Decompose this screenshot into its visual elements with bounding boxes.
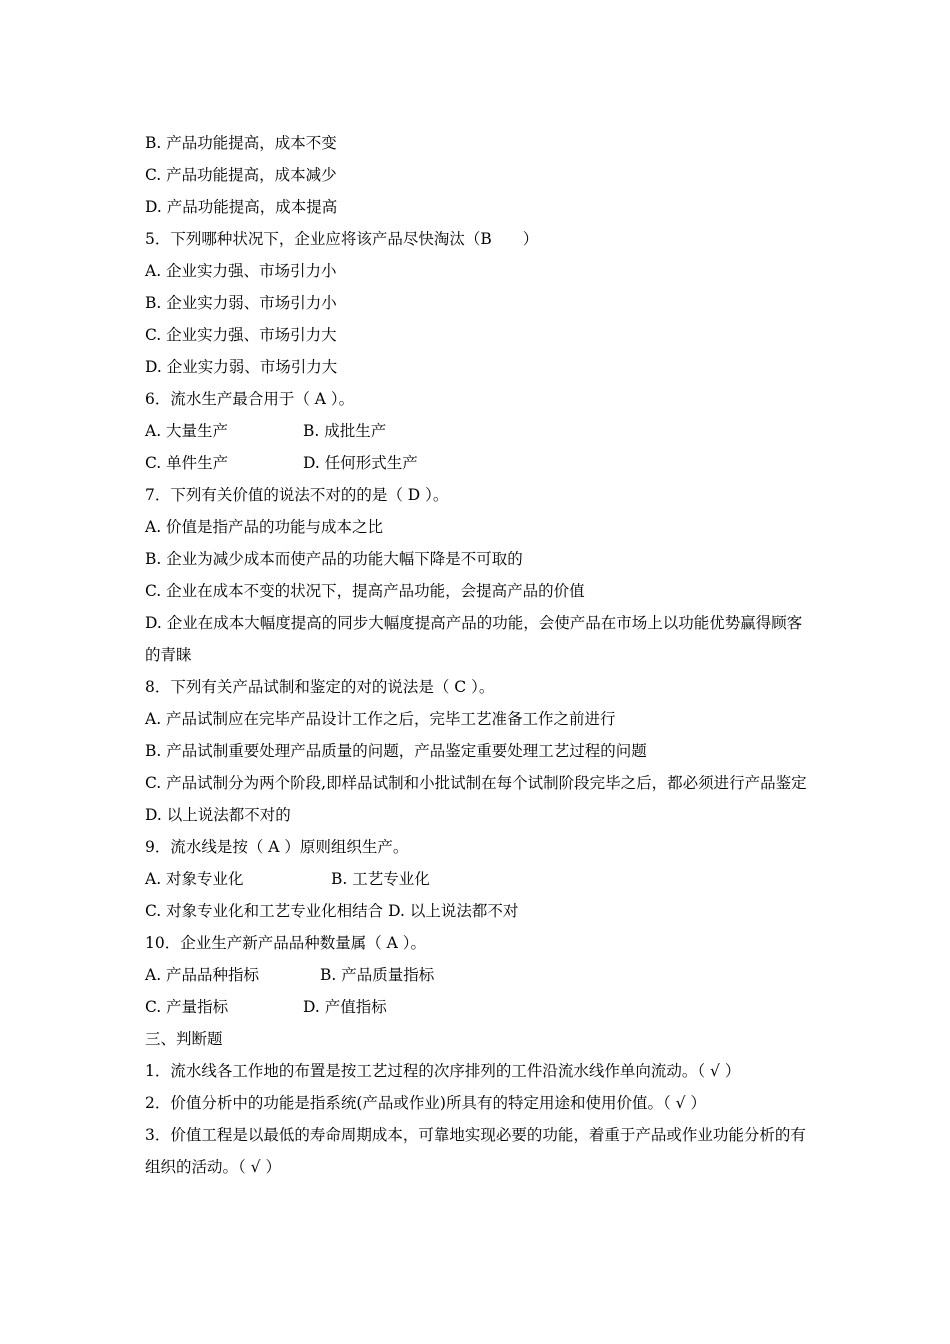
section-heading-judgement: 三、判断题 bbox=[145, 1030, 223, 1048]
q4-option-c: C. 产品功能提高，成本减少 bbox=[145, 166, 337, 184]
q8-option-c: C. 产品试制分为两个阶段,即样品试制和小批试制在每个试制阶段完毕之后，都必须进行产品鉴定 bbox=[145, 774, 807, 792]
question-7: 7．下列有关价值的说法不对的的是（ D ）。 bbox=[145, 486, 449, 504]
q4-option-d: D. 产品功能提高，成本提高 bbox=[145, 198, 338, 216]
q10-options-row-1 bbox=[145, 959, 815, 991]
q9-options-row-1 bbox=[145, 863, 815, 895]
document-page bbox=[145, 127, 815, 1183]
q7-option-d: D. 企业在成本大幅度提高的同步大幅度提高产品的功能，会使产品在市场上以功能优势赢得顾客的青睐 bbox=[145, 614, 803, 664]
q10-options-row-2 bbox=[145, 991, 815, 1023]
question-8: 8．下列有关产品试制和鉴定的对的说法是（ C ）。 bbox=[145, 678, 495, 696]
q10-option-c: C. 产量指标 bbox=[145, 998, 229, 1016]
question-6: 6．流水生产最合用于（ A ）。 bbox=[145, 390, 355, 408]
q5-option-a: A. 企业实力强、市场引力小 bbox=[145, 262, 337, 280]
q5-option-b: B. 企业实力弱、市场引力小 bbox=[145, 294, 337, 312]
q9-option-b: B. 工艺专业化 bbox=[331, 870, 430, 888]
q6-options-row-1 bbox=[145, 415, 815, 447]
q7-option-a: A. 价值是指产品的功能与成本之比 bbox=[145, 518, 384, 536]
q6-option-d: D. 任何形式生产 bbox=[303, 454, 418, 472]
q10-option-a: A. 产品品种指标 bbox=[145, 966, 260, 984]
q10-option-b: B. 产品质量指标 bbox=[320, 966, 435, 984]
judgement-1: 1．流水线各工作地的布置是按工艺过程的次序排列的工件沿流水线作单向流动。（ √ ） bbox=[145, 1062, 741, 1080]
question-9: 9．流水线是按（ A ）原则组织生产。 bbox=[145, 838, 409, 856]
q8-option-d: D. 以上说法都不对的 bbox=[145, 806, 291, 824]
q4-option-b: B. 产品功能提高，成本不变 bbox=[145, 134, 337, 152]
judgement-2: 2．价值分析中的功能是指系统(产品或作业)所具有的特定用途和使用价值。（ √ ） bbox=[145, 1094, 706, 1112]
q8-option-b: B. 产品试制重要处理产品质量的问题，产品鉴定重要处理工艺过程的问题 bbox=[145, 742, 647, 760]
q9-option-a: A. 对象专业化 bbox=[145, 870, 244, 888]
q7-option-c: C. 企业在成本不变的状况下，提高产品功能，会提高产品的价值 bbox=[145, 582, 585, 600]
q6-option-a: A. 大量生产 bbox=[145, 422, 229, 440]
q6-option-c: C. 单件生产 bbox=[145, 454, 229, 472]
q5-option-d: D. 企业实力弱、市场引力大 bbox=[145, 358, 338, 376]
question-10: 10．企业生产新产品品种数量属（ A ）。 bbox=[145, 934, 427, 952]
q10-option-d: D. 产值指标 bbox=[303, 998, 387, 1016]
q6-option-b: B. 成批生产 bbox=[303, 422, 387, 440]
q5-option-c: C. 企业实力强、市场引力大 bbox=[145, 326, 337, 344]
question-5: 5．下列哪种状况下，企业应将该产品尽快淘汰（B ） bbox=[145, 230, 539, 248]
q6-options-row-2 bbox=[145, 447, 815, 479]
judgement-3: 3．价值工程是以最低的寿命周期成本，可靠地实现必要的功能，着重于产品或作业功能分析的有组织的活动。（ √ ） bbox=[145, 1126, 806, 1176]
q9-options-row-2: C. 对象专业化和工艺专业化相结合 D. 以上说法都不对 bbox=[145, 902, 519, 920]
q7-option-b: B. 企业为减少成本而使产品的功能大幅下降是不可取的 bbox=[145, 550, 523, 568]
q8-option-a: A. 产品试制应在完毕产品设计工作之后，完毕工艺准备工作之前进行 bbox=[145, 710, 616, 728]
